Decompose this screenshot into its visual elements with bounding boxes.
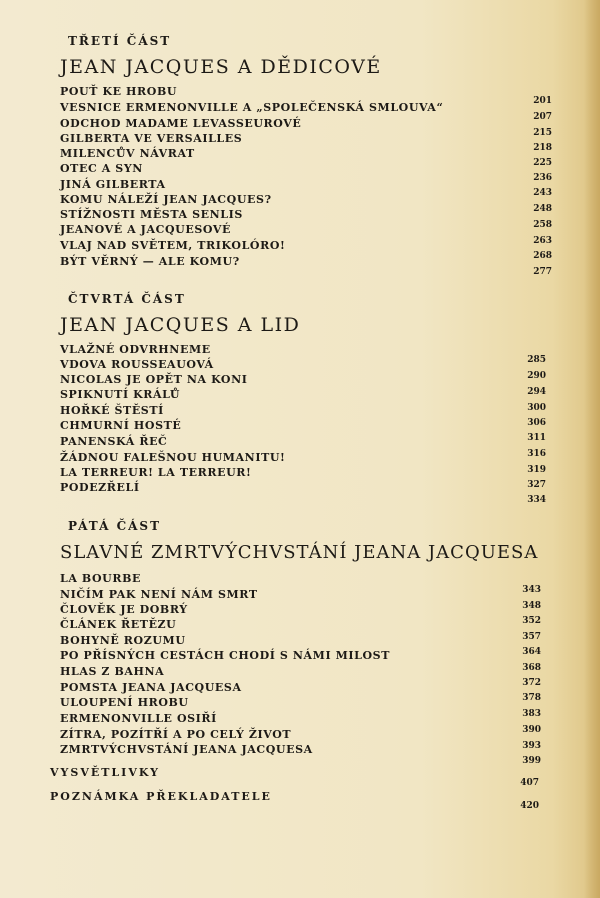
back-matter-translator-note-page: 420 <box>520 801 539 811</box>
toc-entry-page: 390 <box>522 725 541 735</box>
toc-entry-page: 243 <box>533 188 552 198</box>
toc-entry-page: 368 <box>522 663 541 673</box>
page-edge-shadow <box>584 0 600 898</box>
toc-entry-page: 225 <box>533 158 552 168</box>
back-matter-notes-page: 407 <box>520 778 539 788</box>
toc-entry-page: 306 <box>527 418 546 428</box>
toc-entry-page: 372 <box>522 678 541 688</box>
toc-entry-title: KOMU NÁLEŽÍ JEAN JACQUES? <box>60 193 272 206</box>
toc-entry-title: ZMRTVÝCHVSTÁNÍ JEANA JACQUESA <box>60 743 313 756</box>
part-4-title: JEAN JACQUES A LID <box>60 314 301 336</box>
toc-entry-title: VESNICE ERMENONVILLE A „SPOLEČENSKÁ SMLOUVA“ <box>60 101 444 114</box>
toc-entry-title: JINÁ GILBERTA <box>60 178 166 191</box>
toc-entry-page: 399 <box>522 756 541 766</box>
toc-entry-page: 236 <box>533 173 552 183</box>
toc-entry-page: 348 <box>522 601 541 611</box>
toc-entry-title: LA BOURBE <box>60 572 141 585</box>
toc-entry-title: STÍŽNOSTI MĚSTA SENLIS <box>60 208 243 221</box>
toc-entry-title: POMSTA JEANA JACQUESA <box>60 681 242 694</box>
toc-entry-title: ČLÁNEK ŘETĚZU <box>60 618 177 631</box>
toc-entry-page: 334 <box>527 495 546 505</box>
toc-entry-page: 218 <box>533 143 552 153</box>
part-4-label: ČTVRTÁ ČÁST <box>68 292 186 306</box>
toc-entry-title: PO PŘÍSNÝCH CESTÁCH CHODÍ S NÁMI MILOST <box>60 649 390 662</box>
toc-entry-page: 294 <box>527 387 546 397</box>
toc-entry-page: 319 <box>527 465 546 475</box>
toc-entry-title: BÝT VĚRNÝ — ALE KOMU? <box>60 255 240 268</box>
toc-entry-page: 364 <box>522 647 541 657</box>
toc-entry-page: 215 <box>533 128 552 138</box>
toc-entry-page: 268 <box>533 251 552 261</box>
toc-entry-title: VLAŽNÉ ODVRHNEME <box>60 343 211 356</box>
toc-entry-page: 311 <box>527 433 546 443</box>
toc-entry-title: HOŘKÉ ŠTĚSTÍ <box>60 404 164 417</box>
toc-entry-page: 383 <box>522 709 541 719</box>
toc-entry-title: VLAJ NAD SVĚTEM, TRIKOLÓRO! <box>60 239 286 252</box>
toc-entry-page: 393 <box>522 741 541 751</box>
toc-entry-page: 263 <box>533 236 552 246</box>
toc-entry-page: 290 <box>527 371 546 381</box>
toc-entry-page: 316 <box>527 449 546 459</box>
part-5-label: PÁTÁ ČÁST <box>68 519 162 533</box>
toc-entry-title: ODCHOD MADAME LEVASSEUROVÉ <box>60 117 302 130</box>
back-matter-translator-note: POZNÁMKA PŘEKLADATELE <box>50 790 272 803</box>
toc-entry-title: ZÍTRA, POZÍTŘÍ A PO CELÝ ŽIVOT <box>60 728 292 741</box>
toc-entry-title: HLAS Z BAHNA <box>60 665 165 678</box>
toc-entry-title: JEANOVÉ A JACQUESOVÉ <box>60 223 231 236</box>
toc-entry-title: PANENSKÁ ŘEČ <box>60 435 168 448</box>
toc-entry-page: 300 <box>527 403 546 413</box>
part-3-title: JEAN JACQUES A DĚDICOVÉ <box>60 56 382 78</box>
toc-entry-title: GILBERTA VE VERSAILLES <box>60 132 243 145</box>
toc-entry-title: ERMENONVILLE OSIŘÍ <box>60 712 217 725</box>
toc-entry-title: MILENCŮV NÁVRAT <box>60 147 195 160</box>
toc-entry-title: VDOVA ROUSSEAUOVÁ <box>60 358 214 371</box>
toc-entry-title: ČLOVĚK JE DOBRÝ <box>60 603 188 616</box>
toc-entry-title: CHMURNÍ HOSTÉ <box>60 419 182 432</box>
toc-entry-page: 357 <box>522 632 541 642</box>
toc-entry-page: 285 <box>527 355 546 365</box>
toc-entry-page: 258 <box>533 220 552 230</box>
toc-entry-title: PODEZŘELÍ <box>60 481 140 494</box>
toc-entry-page: 201 <box>533 96 552 106</box>
toc-entry-title: OTEC A SYN <box>60 162 143 175</box>
back-matter-notes: VYSVĚTLIVKY <box>50 766 160 779</box>
toc-entry-title: LA TERREUR! LA TERREUR! <box>60 466 252 479</box>
toc-entry-page: 327 <box>527 480 546 490</box>
toc-entry-page: 207 <box>533 112 552 122</box>
toc-entry-title: NIČÍM PAK NENÍ NÁM SMRT <box>60 588 258 601</box>
toc-entry-page: 248 <box>533 204 552 214</box>
toc-entry-page: 277 <box>533 267 552 277</box>
toc-entry-page: 343 <box>522 585 541 595</box>
toc-entry-page: 352 <box>522 616 541 626</box>
toc-entry-title: SPIKNUTÍ KRÁLŮ <box>60 388 181 401</box>
toc-entry-page: 378 <box>522 693 541 703</box>
toc-entry-title: NICOLAS JE OPĚT NA KONI <box>60 373 248 386</box>
toc-entry-title: ULOUPENÍ HROBU <box>60 696 189 709</box>
toc-entry-title: POUŤ KE HROBU <box>60 85 178 98</box>
part-5-title: SLAVNÉ ZMRTVÝCHVSTÁNÍ JEANA JACQUESA <box>60 542 539 563</box>
part-3-label: TŘETÍ ČÁST <box>68 34 172 48</box>
toc-entry-title: ŽÁDNOU FALEŠNOU HUMANITU! <box>60 451 286 464</box>
toc-entry-title: BOHYNĚ ROZUMU <box>60 634 186 647</box>
